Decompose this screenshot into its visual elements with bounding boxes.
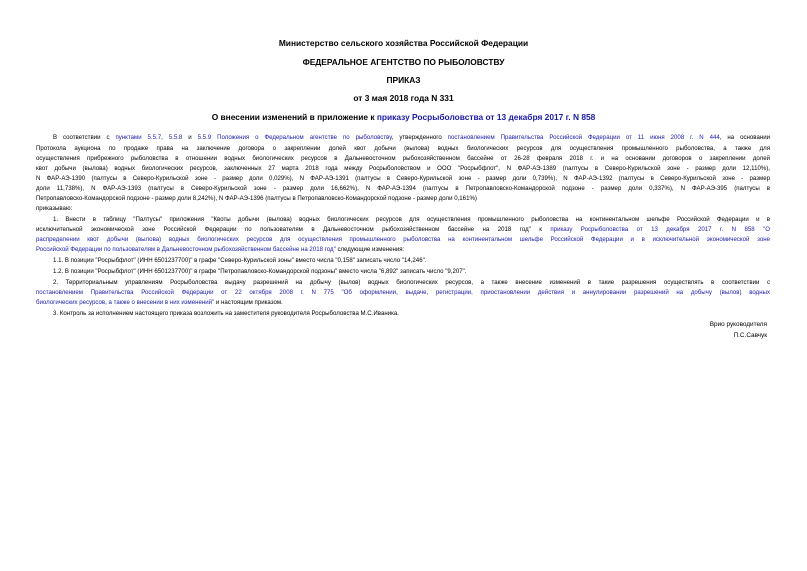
document-type: ПРИКАЗ [386,75,421,85]
link-government-resolution-775-end[interactable]: биологических ресурсов, а также о внесении в них изменений" [36,299,215,306]
title-prefix: О внесении изменений в приложение к [211,112,377,122]
preamble-line-3: осуществления прибрежного рыболовства в отношении водных биологических ресурсов в Дальневосточном рыбохозяйственном бассейне от 26-28 февраля 2018 г. и на основании договоров о закреплении долей [36,155,770,162]
text: , на основании [719,134,770,141]
item-1-line-3 [36,236,770,244]
text: , утвержденного [391,134,448,141]
preamble-line-6: доли 11,738%), N ФАР-АЭ-1393 (палтусы в Северо-Курильской зоне - размер доли 16,662%), N ФАР-АЭ-1394 (палтусы в Петропавловско-Командорской подзоне - размер доли 0,337%), N ФАР-АЭ-395 (палтусы в [36,185,770,192]
preamble-line-2: Протокола аукциона по продаже права на заключение договора о закреплении долей квот добычи (вылова) водных биологических ресурсов для осуществления промышленного рыболовства, а также для [36,145,770,152]
signature-role: Врио руководителя [709,321,767,328]
document-title [0,112,807,122]
item-3: 3. Контроль за исполнением настоящего приказа возложить на заместителя руководителя Росрыболовства М.С.Иваника. [53,310,399,317]
preamble-line-5: N ФАР-АЭ-1390 (палтусы в Северо-Курильской зоне - размер доли 0,029%), N ФАР-АЭ-1391 (палтусы в Северо-Курильской зоне - размер доли 0,739%), N ФАР-АЭ-1392 (палтусы в Северо-Курильской зоне - размер [36,175,770,182]
link-point-5-5-7[interactable]: пунктами 5.5.7 [115,134,162,141]
link-regulation[interactable]: 5.5.9 Положения о Федеральном агентстве по рыболовству [197,134,392,141]
text: и [182,134,198,141]
text: исключительной экономической зоне Российской Федерации по пользователям в Дальневосточном рыбохозяйственном бассейне на 2018 год" к [36,226,551,233]
item-2-line-2 [36,289,770,297]
link-government-resolution-775[interactable]: постановлением Правительства Российской Федерации от 22 октября 2008 г. N 775 "Об оформлении, выдаче, регистрации, приостановлении действия и аннулировании разрешений на добычу (вылов) водных [36,289,770,296]
link-government-resolution-444[interactable]: постановлением Правительства Российской Федерации от 11 июня 2008 г. N 444 [447,134,720,141]
signature-name: П.С.Савчук [733,332,767,339]
text: и настоящим приказом. [214,299,283,306]
item-2-line-3 [36,299,770,307]
link-order-858-title-end[interactable]: Российской Федерации по пользователям в Дальневосточном рыбохозяйственном бассейне на 2018 год" [36,246,336,253]
item-1-1: 1.1. В позиции "Росрыбфлот" (ИНН 6501237700)" в графе "Северо-Курильской зоны" вместо числа "0,158" записать число "14,246". [53,257,427,264]
ministry-name: Министерство сельского хозяйства Российской Федерации [278,38,529,48]
title-order-link[interactable]: приказу Росрыболовства от 13 декабря 2017 г. N 858 [376,112,596,122]
text: В соответствии с [53,134,116,141]
preamble-line-1 [36,134,770,142]
item-2-line-1: 2. Территориальным управлениям Росрыболовства выдачу разрешений на добычу (вылов) водных биологических ресурсов, а также внесение изменений в такие разрешения осуществлять в соответствии с [53,279,770,286]
preamble-line-7: Петропавловско-Командорской подзоне - размер доли 8,242%), N ФАР-АЭ-1396 (палтусы в Петропавловско-Командорской подзоне - размер доли 0,161%) [36,195,477,202]
text: , [161,134,169,141]
link-order-858[interactable]: приказу Росрыболовства от 13 декабря 2017 г. N 858 "О [550,226,770,233]
order-word: приказываю: [36,205,73,212]
preamble-line-4: квот добычи (вылова) водных биологических ресурсов, заключенных 27 марта 2018 года между Росрыболовством и ООО "Росрыбфлот", N ФАР-АЭ-1389 (палтусы в Северо-Курильской зоне - размер доли 12,110%), [36,165,770,172]
item-1-2: 1.2. В позиции "Росрыбфлот" (ИНН 6501237700)" в графе "Петропавловско-Командорской подзоны" вместо числа "6,892" записать число "9,207". [53,268,467,275]
link-order-858-title[interactable]: распределении квот добычи (вылова) водных биологических ресурсов для осуществления промышленного рыболовства на континентальном шельфе Российской Федерации и в исключительной экономической зоне [36,236,770,243]
text: следующие изменения: [335,246,405,253]
item-1-line-2 [36,226,770,234]
item-1-line-4 [36,246,770,254]
item-1-line-1: 1. Внести в таблицу "Палтусы" приложения "Квоты добычи (вылова) водных биологических ресурсов для осуществления промышленного рыболовства на континентальном шельфе Российской Федерации и в [53,216,770,223]
link-point-5-5-8[interactable]: 5.5.8 [168,134,183,141]
document-date-number: от 3 мая 2018 года N 331 [353,93,454,103]
agency-name: ФЕДЕРАЛЬНОЕ АГЕНТСТВО ПО РЫБОЛОВСТВУ [302,57,505,67]
